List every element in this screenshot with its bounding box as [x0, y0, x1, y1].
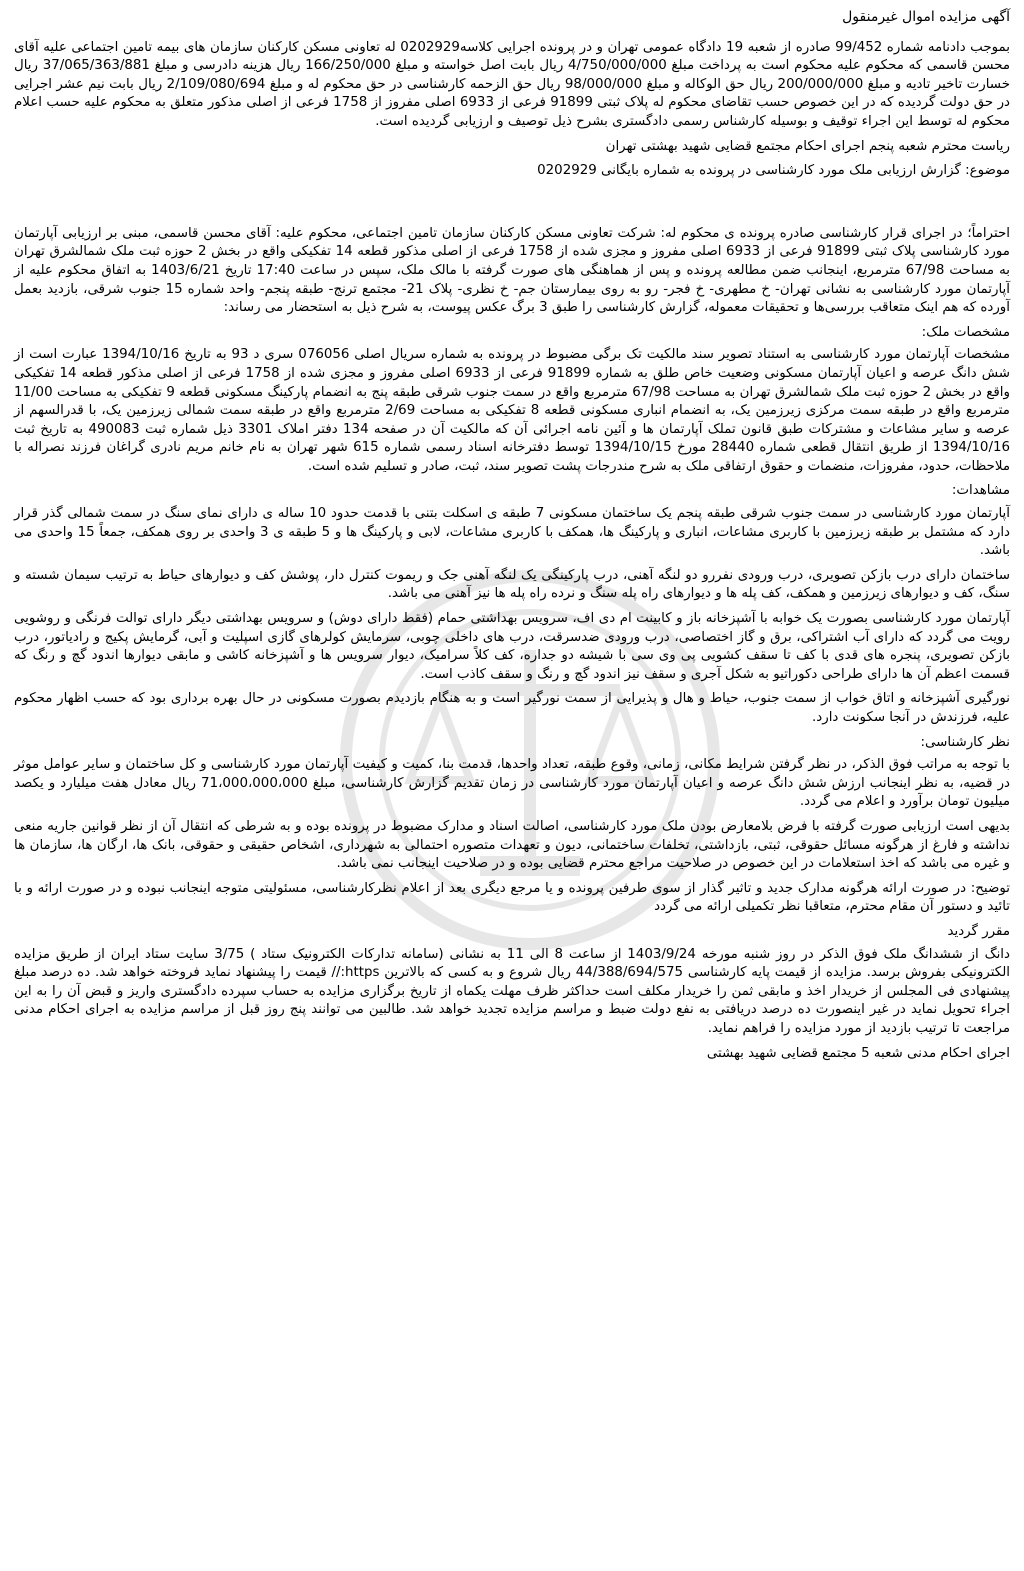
decree-heading: مقرر گردید — [947, 923, 1010, 939]
subject-line: موضوع: گزارش ارزیابی ملک مورد کارشناسی در پرونده به شماره بایگانی 0202929 — [537, 163, 1010, 179]
signature-line: اجرای احکام مدنی شعبه 5 مجتمع قضایی شهید بهشتی — [706, 1045, 1010, 1061]
specs-heading: مشخصات ملک: — [921, 324, 1010, 340]
notice-title: آگهی مزایده اموال غیرمنقول — [842, 9, 1010, 25]
observation-paragraph: ساختمان دارای درب بازکن تصویری، درب ورودی نفررو دو لنگه آهنی، درب پارکینگی یک لنگه آهنی جک و ریموت کنترل دار، پوشش کف و دیوارهای حیاط به ترتیب سیمان شسته و سنگ، کف و دیوارهای زیرزمین و همکف، کف پله ها و دیوارهای راه پله سنگ و نرده راه پله ها نیز آهنی می باشد. — [14, 567, 1010, 602]
decree-paragraph: دانگ از ششدانگ ملک فوق الذکر در روز شنبه مورخه 1403/9/24 از ساعت 8 الی 11 به نشانی (سامانه تدارکات الکترونیک ستاد ) 3/75 سایت ستاد ایران از طریق مزایده الکترونیکی بفروش برسد. مزایده از قیمت پایه کارشناسی 44/388/694/575 ریال شروع و به کسی که بالاترین https:// قیمت را پیشنهاد نماید فروخته خواهد شد. ده درصد مبلغ پیشنهادی فی المجلس از خریدار اخذ و مابقی ثمن را خریدار مکلف است حداکثر ظرف مهلت یکماه از تاریخ برگزاری مزایده به حساب سپرده دادگستری واریز و قبض آن را به این اجراء تحویل نماید در غیر اینصورت ده درصد دریافتی به نفع دولت ضبط و مراسم مزایده تجدید خواهد شد. طالبین می توانند پنج روز قبل از مراسم مزایده به اجرای احکام مدنی مراجعت تا ترتیب بازدید از مورد مزایده را فراهم نماید. — [14, 946, 1010, 1036]
opinion-paragraph: با توجه به مراتب فوق الذکر، در نظر گرفتن شرایط مکانی، زمانی، وقوع طبقه، تعداد واحدها، قدمت بنا، کمیت و کیفیت آپارتمان مورد کارشناسی و کل ساختمان و سایر عوامل موثر در قضیه، به نظر اینجانب ارزش شش دانگ عرصه و اعیان آپارتمان مورد کارشناسی در زمان تقدیم گزارش کارشناسی، مبلغ 71،000،000،000 ریال معادل هفت میلیارد و یکصد میلیون تومان برآورد و اعلام می گردد. — [14, 757, 1010, 810]
opinion-heading: نظر کارشناسی: — [920, 734, 1010, 750]
observations-heading: مشاهدات: — [951, 483, 1010, 499]
specs-paragraph: مشخصات آپارتمان مورد کارشناسی به استناد تصویر سند مالکیت تک برگی مضبوط در پرونده به شماره سریال اصلی 076056 سری د 93 به تاریخ 1394/10/16 عبارت است از شش دانگ عرصه و اعیان آپارتمان مسکونی وضعیت خاص طلق به شماره 91899 فرعی از 6933 اصلی مفروز و مجزی شده از 1758 فرعی از اصلی مذکور قطعه 14 تفکیکی واقع در بخش 2 حوزه ثبت ملک شمالشرق تهران به مساحت 67/98 مترمربع واقع در سمت جنوب شرقی طبقه پنج به انضمام پارکینگ مسکونی قطعه 9 تفکیکی به مساحت 11/00 مترمربع واقع در طبقه سمت مرکزی زیرزمین یک، به انضمام انباری مسکونی قطعه 8 تفکیکی به مساحت 2/69 مترمربع واقع در طبقه سمت شمالی زیرزمین یک، با قدرالسهم از عرصه و سایر مشاعات و مشترکات طبق قانون تملک آپارتمان ها و آئین نامه اجرائی آن که مالکیت آن در صفحه 134 دفتر املاک 3301 ذیل شماره ثبت 490083 به تاریخ ثبت 1394/10/16 از طریق انتقال قطعی شماره 28440 مورخ 1394/10/15 توسط دفترخانه اسناد رسمی شماره 615 شهر تهران به نام خانم مریم نادری گراغان فرزند نصراله با ملاحظات، حدود، مفروزات، منضمات و حقوق ارتفاقی ملک به شرح مندرجات پشت تصویر سند، ثبت، صادر و تسلیم شده است. — [14, 347, 1011, 474]
observation-paragraph: نورگیری آشپزخانه و اتاق خواب از سمت جنوب، حیاط و هال و پذیرایی از سمت نورگیر است و به هنگام بازدیدم بصورت مسکونی در حال بهره برداری بود که حسب اظهار محکوم علیه، فرزندش در آنجا سکونت دارد. — [14, 691, 1010, 725]
observation-paragraph: آپارتمان مورد کارشناسی در سمت جنوب شرقی طبقه پنجم یک ساختمان مسکونی 7 طبقه ی اسکلت بتنی با قدمت حدود 10 ساله ی دارای نمای سنگ در سمت شمالی گذر قرار دارد که مشتمل بر طبقه زیرزمین با کاربری مشاعات، انباری و پارکینگ ها، همکف با کاربری مشاعات، لابی و پارکینگ ها و 5 طبقه ی 3 واحدی بر روی همکف، جمعاً 15 واحدی می باشد. — [14, 506, 1011, 559]
report-intro-paragraph: احتراماً؛ در اجرای قرار کارشناسی صادره پرونده ی محکوم له: شرکت تعاونی مسکن کارکنان سازمان تامین اجتماعی، محکوم علیه: آقای محسن قاسمی، مبنی بر ارزیابی آپارتمان مورد کارشناسی پلاک ثبتی 91899 فرعی از 6933 اصلی مفروز و مجزی شده از 1758 فرعی از اصلی مذکور قطعه 14 تفکیکی واقع در بخش 2 حوزه ثبت ملک شمالشرق تهران به مساحت 67/98 مترمربع، اینجانب ضمن مطالعه پرونده و پس از هماهنگی های صورت گرفته با مالک ملک، سپس در ساعت 17:40 تاریخ 1403/6/21 به اتفاق محکوم علیه از آپارتمان مورد کارشناسی به نشانی تهران- خ مطهری- خ فجر- رو به روی بیمارستان جم- خ نظری- پلاک 21- مجتمع ترنج- طبقه پنجم- واحد شماره 15 جنوب شرقی، بازدید بعمل آورده که هم اینک متعاقب بررسی‌ها و تحقیقات معموله، گزارش کارشناسی را طبق 3 برگ عکس پیوست، به شرح ذیل به استحضار می رساند: — [14, 225, 1010, 316]
observation-paragraph: آپارتمان مورد کارشناسی بصورت یک خوابه با آشپزخانه باز و کابینت ام دی اف، سرویس بهداشتی حمام (فقط دارای دوش) و سرویس بهداشتی دیگر دارای توالت فرنگی و روشویی رویت می گردد که دارای آب اشتراکی، برق و گاز اختصاصی، درب ورودی ضدسرقت، درب های داخلی چوبی، سرمایش کولرهای گازی اسپلیت و آبی، گرمایش پکیج و رادیاتور، درب بازکن تصویری، پنجره های قدی با کف تا سقف کشویی پی وی سی با شیشه دو جداره، کف کلاً سرامیک، دیوار سرویس ها و آشپزخانه کاشی و مابقی دیوارها اندود گچ و رنگ که قسمت اعظم آن ها دارای طراحی دکوراتیو به شکل آجری و سقف نیز اندود گچ و رنگ و سقف کاذب است. — [14, 611, 1010, 682]
opinion-paragraph: بدیهی است ارزیابی صورت گرفته با فرض بلامعارض بودن ملک مورد کارشناسی، اصالت اسناد و مدارک مضبوط در پرونده بوده و به شرطی که انتقال آن از نظر قوانین جاریه منعی نداشته و فارغ از هرگونه مسائل حقوقی، ثبتی، بازداشتی، تخلفات ساختمانی، دیون و تعهدات متصوره احتمالی به شهرداری، اشخاص حقیقی و حقوقی، بانک ها، ارگان ها، سازمان ها و غیره می باشد که اخذ استعلامات در این خصوص در صلاحیت مراجع محترم قضایی بوده و در صلاحیت اینجانب نمی باشد. — [14, 818, 1010, 872]
explanation-paragraph: توضیح: در صورت ارائه هرگونه مدارک جدید و تاثیر گذار از سوی طرفین پرونده و یا مرجع دیگری بعد از اعلام نظرکارشناسی، مسئولیتی متوجه اینجانب نبوده و در صورت ارائه و با تائید و دستور آن مقام محترم، متعاقبا نظر تکمیلی ارائه می گردد — [14, 880, 1010, 915]
intro-paragraph: بموجب دادنامه شماره 99/452 صادره از شعبه 19 دادگاه عمومی تهران و در پرونده اجرایی کلاسه0202929 له تعاونی مسکن کارکنان سازمان های بیمه تامین اجتماعی علیه آقای محسن قاسمی که محکوم علیه محکوم است به پرداخت مبلغ 4/750/000/000 ریال بابت اصل خواسته و مبلغ 166/250/000 ریال هزینه دادرسی و مبلغ 37/065/363/881 ریال خسارت تاخیر تادیه و مبلغ 200/000/000 ریال حق الوکاله و مبلغ 98/000/000 ریال حق الزحمه کارشناسی در حق محکوم له و مبلغ 2/109/080/694 ریال بابت نیم عشر اجرایی در حق دولت گردیده که در این خصوص حسب تقاضای محکوم له پلاک ثبتی 91899 فرعی از 6933 اصلی مفروز از 1758 فرعی از اصلی مذکور متعلق به محکوم علیه حسب اعلام محکوم له توسط این اجراء توقیف و بوسیله کارشناس رسمی دادگستری بشرح ذیل توصیف و ارزیابی گردیده است. — [14, 39, 1011, 129]
addressee: ریاست محترم شعبه پنجم اجرای احکام مجتمع قضایی شهید بهشتی تهران — [605, 138, 1010, 154]
